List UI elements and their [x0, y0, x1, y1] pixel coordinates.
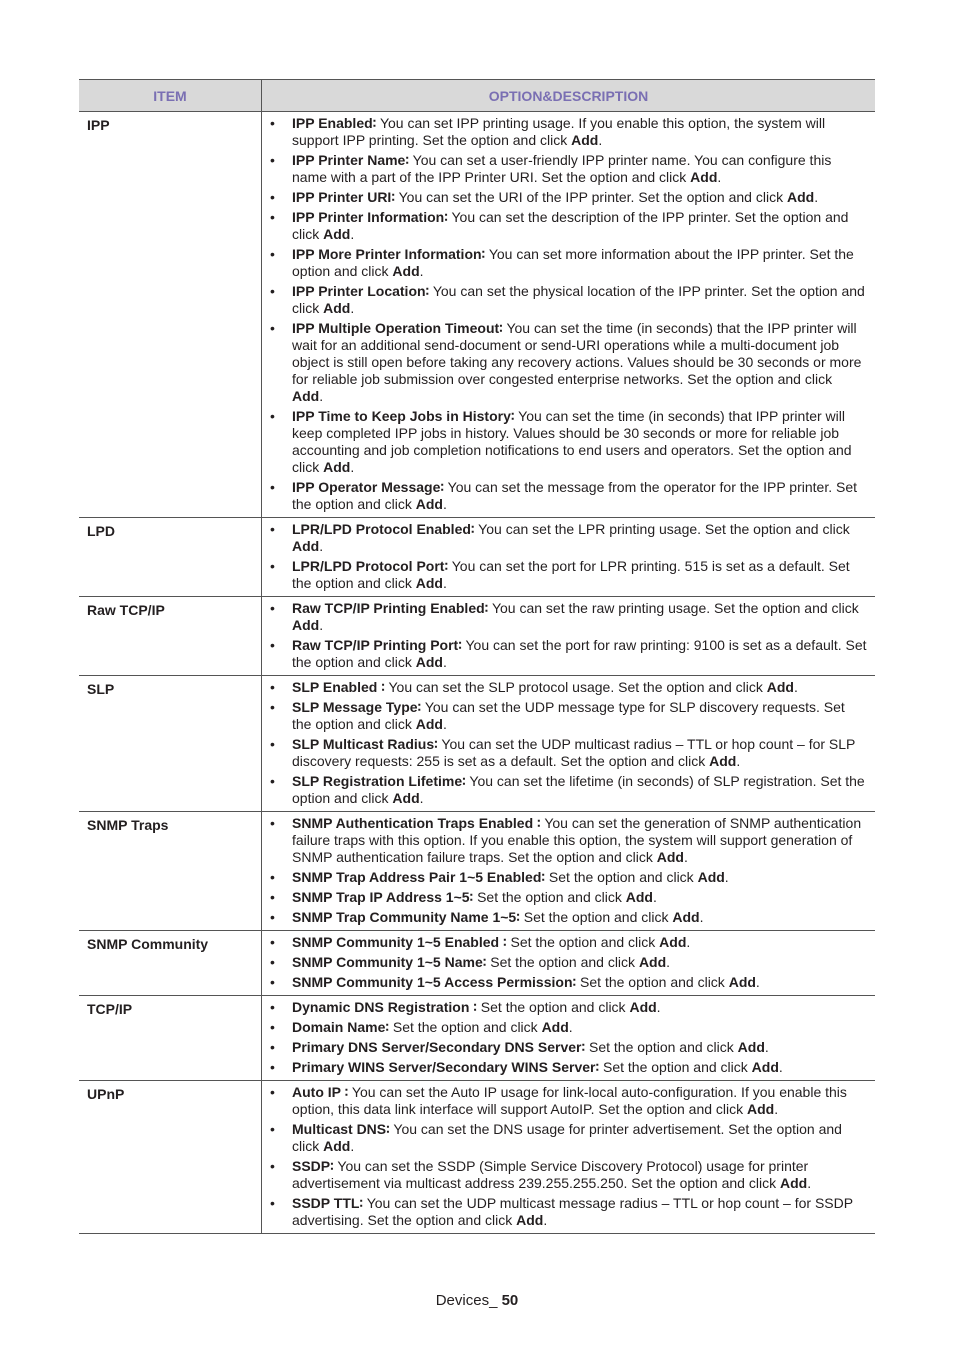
option-text: You can set the port for LPR printing. 515 is set as a default. Set the option and click	[292, 558, 850, 591]
option-end: .	[774, 1101, 779, 1117]
add-label: Add	[659, 934, 687, 950]
option-text: You can set the port for raw printing: 9100 is set as a default. Set the option and click	[292, 637, 867, 670]
option-item	[270, 699, 867, 733]
description-cell	[262, 996, 876, 1081]
add-label: Add	[625, 889, 653, 905]
bullet-icon: •	[270, 209, 275, 225]
add-label: Add	[737, 1039, 765, 1055]
option-end: .	[568, 1019, 573, 1035]
option-item	[270, 954, 867, 971]
option-name: SNMP Community 1~5 Name∶	[292, 954, 487, 970]
option-text: Set the option and click	[599, 1059, 752, 1075]
option-text: Set the option and click	[486, 954, 639, 970]
option-text: You can set the UDP multicast message radius – TTL or hop count – for SSDP advertising. Set the option and click	[292, 1195, 853, 1228]
option-end: .	[656, 999, 661, 1015]
add-label: Add	[709, 753, 737, 769]
option-item	[270, 815, 867, 866]
option-end: .	[755, 974, 760, 990]
item-cell: LPD	[79, 518, 262, 597]
option-name: SSDP∶	[292, 1158, 334, 1174]
option-text: You can set the URI of the IPP printer. Set the option and click	[394, 189, 787, 205]
add-label: Add	[415, 654, 443, 670]
add-label: Add	[415, 716, 443, 732]
option-text: Set the option and click	[545, 869, 698, 885]
add-label: Add	[392, 790, 420, 806]
item-cell: TCP/IP	[79, 996, 262, 1081]
bullet-icon: •	[270, 869, 275, 885]
add-label: Add	[292, 388, 320, 404]
option-item	[270, 1084, 867, 1118]
option-end: .	[319, 388, 324, 404]
option-name: SNMP Community 1~5 Enabled ∶	[292, 934, 507, 950]
item-cell: UPnP	[79, 1081, 262, 1234]
description-cell	[262, 518, 876, 597]
option-text: You can set the UDP multicast radius – TTL or hop count – for SLP discovery requests: 255 is set as a default. Set the option and click	[292, 736, 856, 769]
bullet-icon: •	[270, 479, 275, 495]
option-end: .	[319, 617, 324, 633]
option-list	[270, 934, 867, 991]
option-end: .	[442, 496, 447, 512]
option-item	[270, 1121, 867, 1155]
option-text: Set the option and click	[576, 974, 729, 990]
option-name: Domain Name∶	[292, 1019, 390, 1035]
table-header-row	[79, 80, 875, 112]
option-text: You can set the raw printing usage. Set the option and click	[488, 600, 859, 616]
bullet-icon: •	[270, 1019, 275, 1035]
option-name: Primary WINS Server/Secondary WINS Server∶	[292, 1059, 600, 1075]
item-cell: SNMP Community	[79, 931, 262, 996]
option-text: You can set the time (in seconds) that the IPP printer will wait for an additional send-document or send-URI operations while a multi-document job object is still open before taking any recovery actions. Values should be 30 seconds or more for reliable job submission over congested enterprise networks. Set the option and click	[292, 320, 862, 387]
description-cell	[262, 597, 876, 676]
option-name: SNMP Trap Address Pair 1~5 Enabled∶	[292, 869, 546, 885]
option-text: You can set the UDP message type for SLP discovery requests. Set the option and click	[292, 699, 845, 732]
option-name: SLP Multicast Radius∶	[292, 736, 438, 752]
option-name: SLP Enabled ∶	[292, 679, 385, 695]
add-label: Add	[392, 263, 420, 279]
option-text: You can set the generation of SNMP authentication failure traps with this option. If you enable this option, the system will support generation of SNMP authentication failure traps. Set the option and click	[292, 815, 862, 865]
table-row	[79, 597, 875, 676]
add-label: Add	[766, 679, 794, 695]
add-label: Add	[516, 1212, 544, 1228]
description-cell	[262, 931, 876, 996]
bullet-icon: •	[270, 283, 275, 299]
option-name: SNMP Authentication Traps Enabled ∶	[292, 815, 541, 831]
bullet-icon: •	[270, 736, 275, 752]
option-name: Raw TCP/IP Printing Enabled∶	[292, 600, 489, 616]
option-item	[270, 1195, 867, 1229]
add-label: Add	[292, 617, 320, 633]
bullet-icon: •	[270, 637, 275, 653]
option-item	[270, 558, 867, 592]
option-end: .	[683, 849, 688, 865]
bullet-icon: •	[270, 115, 275, 131]
option-name: IPP Printer Name∶	[292, 152, 409, 168]
option-name: SLP Message Type∶	[292, 699, 422, 715]
add-label: Add	[747, 1101, 775, 1117]
option-text: Set the option and click	[389, 1019, 542, 1035]
option-item	[270, 115, 867, 149]
header-item: ITEM	[79, 80, 262, 112]
option-item	[270, 479, 867, 513]
bullet-icon: •	[270, 999, 275, 1015]
option-item	[270, 999, 867, 1016]
option-text: You can set the LPR printing usage. Set the option and click	[474, 521, 850, 537]
add-label: Add	[656, 849, 684, 865]
bullet-icon: •	[270, 1195, 275, 1211]
option-item	[270, 600, 867, 634]
option-end: .	[419, 263, 424, 279]
option-end: .	[666, 954, 671, 970]
option-item	[270, 934, 867, 951]
option-text: Set the option and click	[473, 889, 626, 905]
option-end: .	[699, 909, 704, 925]
add-label: Add	[629, 999, 657, 1015]
add-label: Add	[638, 954, 667, 970]
option-end: .	[350, 226, 355, 242]
add-label: Add	[415, 496, 443, 512]
option-item	[270, 889, 867, 906]
description-cell	[262, 676, 876, 812]
option-item	[270, 521, 867, 555]
option-end: .	[652, 889, 657, 905]
option-name: Primary DNS Server/Secondary DNS Server∶	[292, 1039, 586, 1055]
table-row	[79, 518, 875, 597]
add-label: Add	[571, 132, 599, 148]
footer-section: Devices_	[435, 1292, 502, 1309]
option-item	[270, 246, 867, 280]
table-body	[79, 112, 875, 1234]
bullet-icon: •	[270, 909, 275, 925]
bullet-icon: •	[270, 320, 275, 336]
option-item	[270, 283, 867, 317]
bullet-icon: •	[270, 558, 275, 574]
option-text: You can set a user-friendly IPP printer name. You can configure this name with a part of the IPP Printer URI. Set the option and click	[292, 152, 832, 185]
item-cell: SNMP Traps	[79, 812, 262, 931]
add-label: Add	[323, 459, 351, 475]
option-text: Set the option and click	[519, 909, 673, 925]
option-list	[270, 521, 867, 592]
description-cell	[262, 1081, 876, 1234]
bullet-icon: •	[270, 152, 275, 168]
add-label: Add	[323, 300, 351, 316]
option-name: Auto IP ∶	[292, 1084, 349, 1100]
option-text: Set the option and click	[585, 1039, 738, 1055]
description-cell	[262, 112, 876, 518]
bullet-icon: •	[270, 699, 275, 715]
add-label: Add	[323, 226, 351, 242]
option-item	[270, 320, 867, 405]
add-label: Add	[690, 169, 718, 185]
option-text: You can set the message from the operator for the IPP printer. Set the option and click	[292, 479, 858, 512]
option-list	[270, 1084, 867, 1229]
option-name: IPP Enabled∶	[292, 115, 377, 131]
option-end: .	[717, 169, 722, 185]
table-row	[79, 931, 875, 996]
option-list	[270, 679, 867, 807]
option-text: You can set the SLP protocol usage. Set the option and click	[384, 679, 767, 695]
option-text: You can set IPP printing usage. If you enable this option, the system will support IPP printing. Set the option and click	[292, 115, 826, 148]
option-end: .	[319, 538, 324, 554]
option-item	[270, 189, 867, 206]
option-name: SNMP Community 1~5 Access Permission∶	[292, 974, 577, 990]
bullet-icon: •	[270, 679, 275, 695]
description-cell	[262, 812, 876, 931]
option-item	[270, 736, 867, 770]
option-end: .	[350, 1138, 355, 1154]
option-name: IPP More Printer Information∶	[292, 246, 486, 262]
option-list	[270, 600, 867, 671]
add-label: Add	[672, 909, 700, 925]
option-item	[270, 152, 867, 186]
add-label: Add	[292, 538, 320, 554]
option-item	[270, 679, 867, 696]
option-end: .	[350, 300, 355, 316]
option-item	[270, 974, 867, 991]
table-row	[79, 112, 875, 518]
bullet-icon: •	[270, 815, 275, 831]
option-name: IPP Multiple Operation Timeout∶	[292, 320, 503, 336]
option-item	[270, 1039, 867, 1056]
option-end: .	[598, 132, 603, 148]
option-end: .	[793, 679, 798, 695]
table-row	[79, 812, 875, 931]
add-label: Add	[751, 1059, 779, 1075]
option-text: You can set the time (in seconds) that IPP printer will keep completed IPP jobs in history. Values should be 30 seconds or more for reliable job accounting and job completion notifications to end users and operators. Set the option and click	[292, 408, 852, 475]
bullet-icon: •	[270, 934, 275, 950]
page-number: 50	[501, 1292, 519, 1309]
bullet-icon: •	[270, 889, 275, 905]
option-list	[270, 115, 867, 513]
option-text: You can set the SSDP (Simple Service Discovery Protocol) usage for printer advertisement via multicast address 239.255.255.250. Set the option and click	[292, 1158, 809, 1191]
option-name: IPP Time to Keep Jobs in History∶	[292, 408, 515, 424]
option-end: .	[442, 654, 447, 670]
bullet-icon: •	[270, 954, 275, 970]
option-end: .	[686, 934, 691, 950]
add-label: Add	[415, 575, 443, 591]
option-end: .	[814, 189, 819, 205]
option-item	[270, 408, 867, 476]
option-name: SLP Registration Lifetime∶	[292, 773, 466, 789]
option-end: .	[442, 716, 447, 732]
option-text: You can set the physical location of the IPP printer. Set the option and click	[292, 283, 865, 316]
option-name: SSDP TTL∶	[292, 1195, 364, 1211]
header-option-description: OPTION&DESCRIPTION	[262, 80, 876, 112]
option-end: .	[350, 459, 355, 475]
table-row	[79, 1081, 875, 1234]
bullet-icon: •	[270, 1084, 275, 1100]
bullet-icon: •	[270, 408, 275, 424]
bullet-icon: •	[270, 600, 275, 616]
bullet-icon: •	[270, 974, 275, 990]
option-text: You can set the description of the IPP printer. Set the option and click	[292, 209, 849, 242]
option-item	[270, 209, 867, 243]
option-item	[270, 1019, 867, 1036]
option-list	[270, 815, 867, 926]
option-item	[270, 773, 867, 807]
bullet-icon: •	[270, 1039, 275, 1055]
option-end: .	[736, 753, 741, 769]
option-text: You can set the DNS usage for printer advertisement. Set the option and click	[292, 1121, 842, 1154]
add-label: Add	[541, 1019, 569, 1035]
option-name: IPP Printer Information∶	[292, 209, 448, 225]
option-end: .	[419, 790, 424, 806]
option-text: You can set the lifetime (in seconds) of SLP registration. Set the option and click	[292, 773, 865, 806]
item-cell: Raw TCP/IP	[79, 597, 262, 676]
option-table	[79, 79, 875, 1234]
option-name: IPP Printer Location∶	[292, 283, 430, 299]
option-name: SNMP Trap Community Name 1~5∶	[292, 909, 520, 925]
bullet-icon: •	[270, 189, 275, 205]
option-name: LPR/LPD Protocol Port∶	[292, 558, 449, 574]
option-end: .	[807, 1175, 812, 1191]
option-name: Raw TCP/IP Printing Port∶	[292, 637, 462, 653]
add-label: Add	[779, 1175, 808, 1191]
option-text: You can set the Auto IP usage for link-local auto-configuration. If you enable this option, this data link interface will support AutoIP. Set the option and click	[292, 1084, 847, 1117]
option-text: You can set more information about the IPP printer. Set the option and click	[292, 246, 854, 279]
option-item	[270, 1059, 867, 1076]
bullet-icon: •	[270, 521, 275, 537]
option-name: Dynamic DNS Registration ∶	[292, 999, 477, 1015]
option-name: IPP Printer URI∶	[292, 189, 395, 205]
option-item	[270, 637, 867, 671]
option-end: .	[778, 1059, 783, 1075]
item-cell: SLP	[79, 676, 262, 812]
option-end: .	[724, 869, 729, 885]
bullet-icon: •	[270, 1059, 275, 1075]
add-label: Add	[728, 974, 756, 990]
option-name: LPR/LPD Protocol Enabled∶	[292, 521, 475, 537]
page-footer	[0, 1292, 954, 1309]
option-name: IPP Operator Message∶	[292, 479, 445, 495]
option-name: Multicast DNS∶	[292, 1121, 390, 1137]
option-end: .	[442, 575, 447, 591]
option-end: .	[764, 1039, 769, 1055]
bullet-icon: •	[270, 1121, 275, 1137]
option-item	[270, 869, 867, 886]
option-list	[270, 999, 867, 1076]
option-text: Set the option and click	[506, 934, 660, 950]
bullet-icon: •	[270, 773, 275, 789]
option-end: .	[543, 1212, 548, 1228]
option-item	[270, 909, 867, 926]
bullet-icon: •	[270, 246, 275, 262]
option-name: SNMP Trap IP Address 1~5∶	[292, 889, 474, 905]
table-row	[79, 676, 875, 812]
option-text: Set the option and click	[476, 999, 630, 1015]
add-label: Add	[323, 1138, 351, 1154]
option-item	[270, 1158, 867, 1192]
bullet-icon: •	[270, 1158, 275, 1174]
add-label: Add	[786, 189, 815, 205]
table-row	[79, 996, 875, 1081]
item-cell: IPP	[79, 112, 262, 518]
add-label: Add	[697, 869, 725, 885]
